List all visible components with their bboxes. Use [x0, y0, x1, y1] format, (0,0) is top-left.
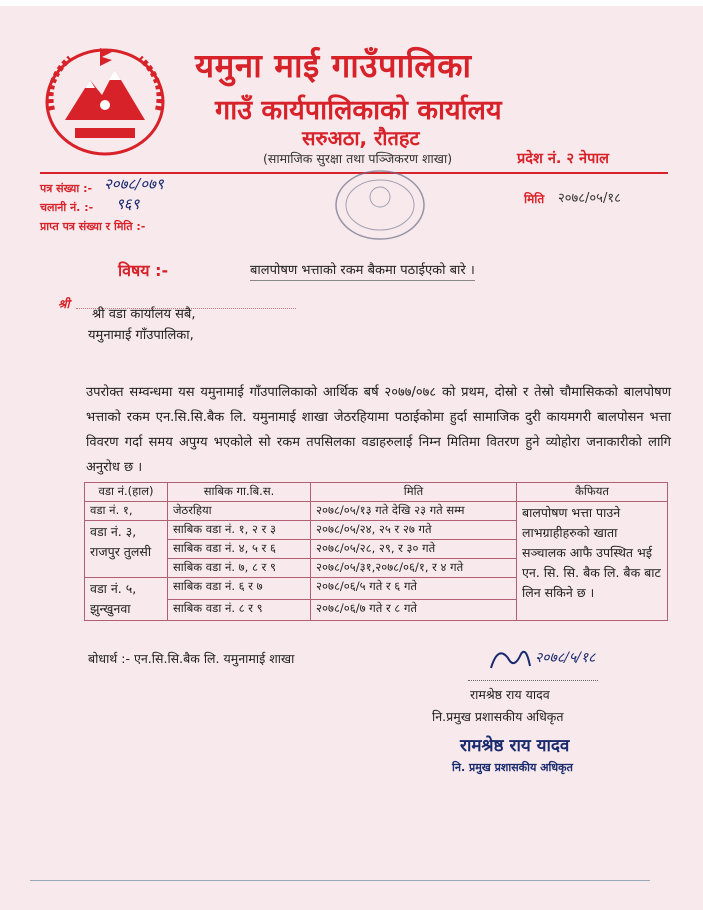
- signature-date: २०७८/५/१८: [535, 650, 596, 666]
- ward-cell: वडा नं. ५, झुन्खुनवा: [85, 578, 168, 621]
- branch-title: (सामाजिक सुरक्षा तथा पञ्जिकरण शाखा): [263, 151, 453, 166]
- table-header: वडा नं.(हाल): [85, 483, 168, 502]
- subject-text: बालपोषण भत्ताको रकम बैकमा पठाईएको बारे ।: [250, 260, 475, 281]
- date-cell: २०७८/०६/५ गते र ६ गते: [311, 578, 517, 600]
- ward-cell: वडा नं. १,: [85, 502, 168, 521]
- received-label: प्राप्त पत्र संख्या र मिति :-: [40, 220, 146, 233]
- dispatch-no-label: चलानी नं. :-: [40, 201, 94, 214]
- subject-label: विषय :-: [118, 261, 169, 280]
- date-cell: २०७८/०६/७ गते र ८ गते: [311, 599, 517, 621]
- date-cell: २०७८/०५/२४, २५ र २७ गते: [311, 521, 517, 540]
- letter-body: उपरोक्त सम्वन्धमा यस यमुनामाई गाँउपालिकाको आर्थिक बर्ष २०७७/०७८ को प्रथम, दोस्रो र तेस्रो चौमासिकको बालपोषण भत्ताको रकम एन.सि.सि.बैक लि. यमुनामाई शाखा जेठरहियामा पठाईकोमा हुर्दा सामाजिक दुरी कायमगरी बालपोसन भत्ता विवरण गर्दा समय अपुग्य भएकोले सो रकम तपसिलका वडाहरुलाई निम्न मितिमा वितरण हुने व्योहोरा जनाकारीको लागि अनुरोध छ ।: [86, 385, 671, 475]
- cc-line: बोधार्थ :- एन.सि.सि.बैक लि. यमुनामाई शाखा: [88, 651, 295, 666]
- signature-dotted-line: [468, 680, 598, 681]
- old-vdc-cell: जेठरहिया: [168, 502, 311, 521]
- date-cell: २०७८/०५/३१,२०७८/०६/१, र ४ गते: [311, 559, 517, 578]
- letter-no-label: पत्र संख्या :-: [40, 182, 93, 195]
- date-cell: २०७८/०५/१३ गते देखि २३ गते सम्म: [311, 502, 517, 521]
- date-label: मिति: [524, 192, 545, 206]
- municipality-title: यमुना माई गाउँपालिका: [195, 46, 472, 85]
- recipient-line-2: यमुनामाई गाँउपालिका,: [88, 328, 194, 343]
- old-vdc-cell: साबिक वडा नं. ४, ५ र ६: [168, 540, 311, 559]
- old-vdc-cell: साबिक वडा नं. ६ र ७: [168, 578, 311, 600]
- dispatch-no-value: ९६९: [116, 195, 140, 213]
- remark-cell: बालपोषण भत्ता पाउने लाभग्राहीहरुको खाता सञ्चालक आफै उपस्थित भई एन. सि. सि. बैक लि. बैक बाट लिन सकिने छ ।: [517, 502, 668, 621]
- table-header: मिति: [311, 483, 517, 502]
- table-header: साबिक गा.बि.स.: [168, 483, 311, 502]
- office-title: गाउँ कार्यपालिकाको कार्यालय: [215, 95, 502, 126]
- table-header: कैफियत: [517, 483, 668, 502]
- signatory-title: नि.प्रमुख प्रशासकीय अधिकृत: [432, 709, 564, 724]
- letter-no-value: २०७८/०७९: [104, 175, 164, 193]
- recipient-line-1: श्री वडा कार्यालय सबै,: [92, 307, 196, 322]
- stamp-name: रामश्रेष्ठ राय यादव: [460, 736, 570, 756]
- old-vdc-cell: साबिक वडा नं. ७, ८ र ९: [168, 559, 311, 578]
- distribution-table: [84, 482, 668, 621]
- ward-cell: वडा नं. ३, राजपुर तुलसी: [85, 521, 168, 578]
- location-title: सरुअठा, रौतहट: [302, 126, 420, 150]
- government-emblem-icon: [40, 40, 170, 160]
- table-header-row: [85, 483, 668, 502]
- office-seal-icon: [330, 165, 430, 245]
- signatory-name: रामश्रेष्ठ राय यादव: [470, 687, 550, 702]
- honorific-mark: श्री: [58, 297, 70, 311]
- date-cell: २०७८/०५/२८, २९, र ३० गते: [311, 540, 517, 559]
- date-value: २०७८/०५/१८: [558, 191, 621, 206]
- top-edge: [0, 0, 703, 6]
- province-label: प्रदेश नं. २ नेपाल: [517, 151, 609, 167]
- old-vdc-cell: साबिक वडा नं. १, २ र ३: [168, 521, 311, 540]
- stamp-title: नि. प्रमुख प्रशासकीय अधिकृत: [452, 761, 573, 774]
- footer-line: [30, 880, 650, 881]
- old-vdc-cell: साबिक वडा नं. ८ र ९: [168, 599, 311, 621]
- table-row: [85, 502, 668, 521]
